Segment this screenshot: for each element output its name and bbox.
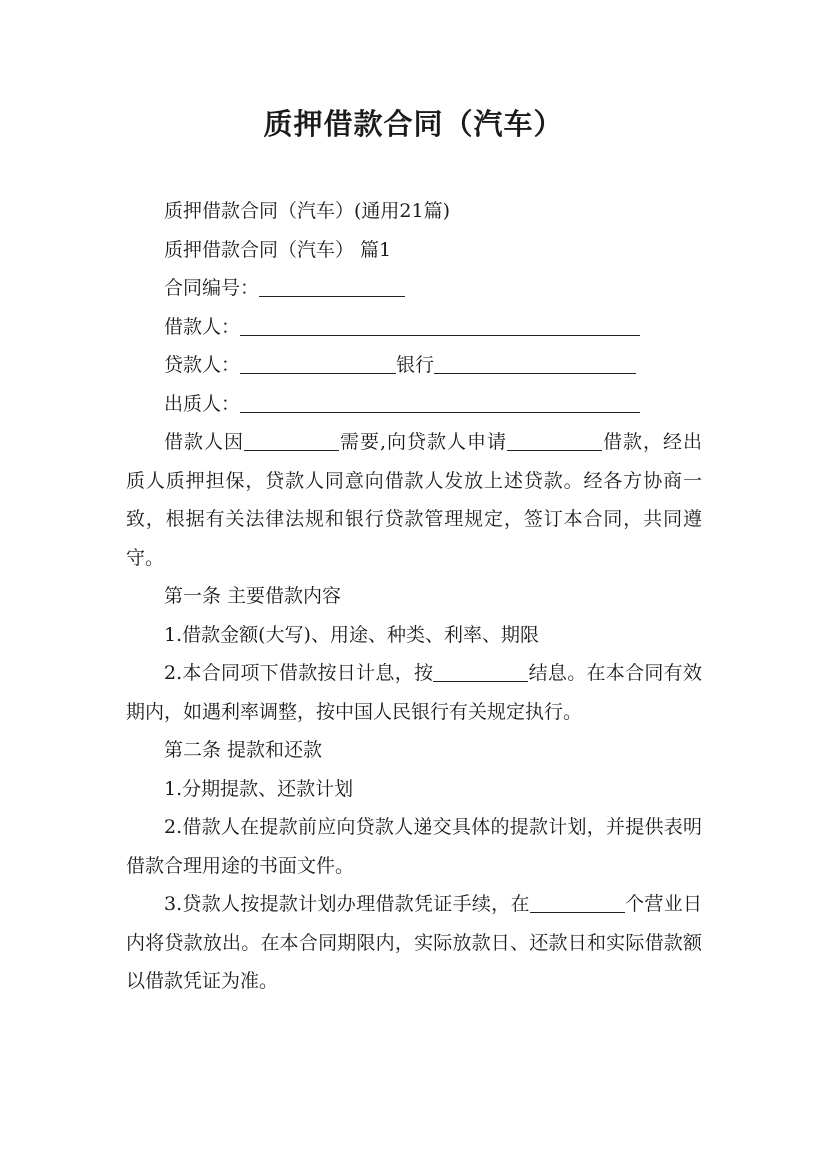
contract-number-label: 合同编号： [164,277,260,299]
document-body [126,192,702,1001]
intro-text-b: 需要,向贷款人申请 [338,431,507,453]
intro-text-a: 借款人因 [164,431,244,453]
intro-text-c: 借款，经出质人质押担保，贷款人同意向借款人发放上述贷款。经各方协商一致，根据有关法律法规和银行贷款管理规定，签订本合同，共同遵守。 [126,431,702,569]
article-1-item-2-text-a: 2.本合同项下借款按日计息，按 [164,662,434,684]
business-days-blank [530,890,625,913]
part-heading: 质押借款合同（汽车） 篇1 [164,238,392,261]
lender-blank [240,351,396,374]
pledgor-line [126,385,702,424]
purpose-blank [244,428,339,451]
intro-paragraph [126,423,702,577]
borrower-line [126,308,702,347]
article-1-item-2 [126,654,702,731]
article-2-item-2: 2.借款人在提款前应向贷款人递交具体的提款计划，并提供表明借款合理用途的书面文件。 [126,816,702,877]
article-2-item-3-text-b: 个营业日内将贷款放出。在本合同期限内，实际放款日、还款日和实际借款额以借款凭证为准。 [126,893,702,992]
article-1-item-1: 1.借款金额(大写)、用途、种类、利率、期限 [164,623,539,646]
article-1-item-2-text-b: 结息。在本合同有效期内，如遇利率调整，按中国人民银行有关规定执行。 [126,662,702,723]
lender-line [126,346,702,385]
lender-label: 贷款人： [164,354,241,376]
pledgor-blank [240,390,640,413]
contract-number-blank [259,274,405,297]
article-2-heading: 第二条 提款和还款 [164,739,323,761]
borrower-blank [240,313,640,336]
loan-type-blank [507,428,602,451]
document-subtitle: 质押借款合同（汽车）(通用21篇) [164,200,451,222]
pledgor-label: 出质人： [164,392,241,415]
article-1-heading: 第一条 主要借款内容 [164,585,342,607]
contract-number-line [126,269,702,308]
article-2-item-1: 1.分期提款、还款计划 [164,777,354,800]
bank-label: 银行 [396,354,435,376]
document-title: 质押借款合同（汽车） [263,107,564,141]
article-2-item-3 [126,885,702,1001]
article-2-item-3-text-a: 3.贷款人按提款计划办理借款凭证手续，在 [164,893,530,915]
interest-settlement-blank [433,659,528,682]
bank-blank [434,351,636,374]
borrower-label: 借款人： [164,315,241,338]
